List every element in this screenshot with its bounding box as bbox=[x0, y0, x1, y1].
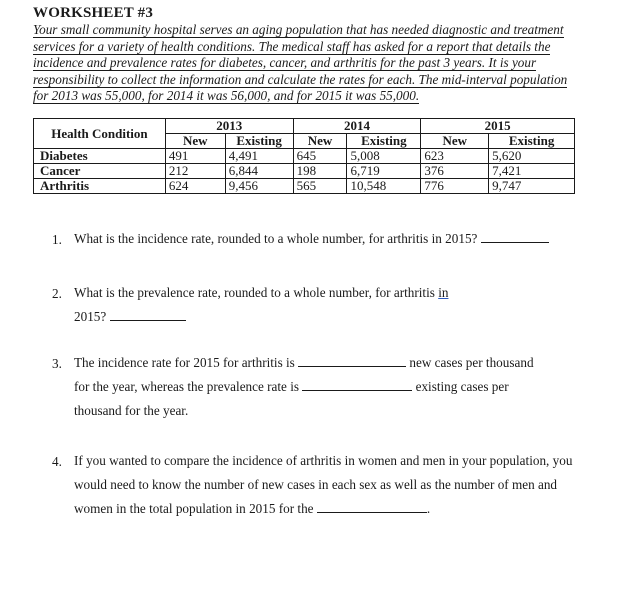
intro-text: Your small community hospital serves an aging population that has needed diagnostic and treatment services for a variety of health conditions. The medical staff has asked for a report that details the incidence and prevalence rates for diabetes, cancer, and arthritis for the past 3 years. It is your responsibility to collect the information and calculate the rates for each. The mid-interval population for 2013 was 55,000, for 2014 it was 56,000, and for 2015 it was 55,000. bbox=[33, 22, 568, 103]
answer-blank-incidence[interactable] bbox=[298, 354, 406, 367]
question-number: 1. bbox=[52, 232, 62, 247]
cell-value: 4,491 bbox=[225, 149, 293, 164]
header-new-2014: New bbox=[293, 134, 347, 149]
header-health-condition: Health Condition bbox=[34, 119, 166, 149]
cell-value: 776 bbox=[421, 179, 489, 194]
cell-value: 7,421 bbox=[489, 164, 575, 179]
cell-value: 212 bbox=[165, 164, 225, 179]
header-existing-2013: Existing bbox=[225, 134, 293, 149]
question-text: What is the prevalence rate, rounded to a whole number, for arthritis bbox=[74, 285, 439, 300]
table-row-arthritis bbox=[34, 179, 575, 194]
question-text: The incidence rate for 2015 for arthritis is bbox=[74, 355, 295, 370]
header-existing-2014: Existing bbox=[347, 134, 421, 149]
answer-blank[interactable] bbox=[481, 230, 549, 243]
cell-value: 623 bbox=[421, 149, 489, 164]
header-new-2015: New bbox=[421, 134, 489, 149]
table-row-cancer bbox=[34, 164, 575, 179]
health-condition-table bbox=[33, 118, 575, 194]
answer-blank[interactable] bbox=[317, 500, 427, 513]
table-row-diabetes bbox=[34, 149, 575, 164]
question-number: 3. bbox=[52, 356, 62, 371]
question-number: 4. bbox=[52, 454, 62, 469]
question-text-link: in bbox=[438, 285, 449, 300]
question-text: If you wanted to compare the incidence of arthritis in women and men in your population, you would need to know the number of new cases in each sex as well as the number of men and women in the total population in 2015 for the bbox=[74, 453, 573, 516]
header-year-2013: 2013 bbox=[165, 119, 293, 134]
cell-condition: Diabetes bbox=[34, 149, 166, 164]
cell-value: 6,719 bbox=[347, 164, 421, 179]
header-new-2013: New bbox=[165, 134, 225, 149]
cell-value: 5,620 bbox=[489, 149, 575, 164]
cell-value: 491 bbox=[165, 149, 225, 164]
question-text: existing cases per bbox=[415, 379, 509, 394]
cell-value: 6,844 bbox=[225, 164, 293, 179]
cell-value: 565 bbox=[293, 179, 347, 194]
cell-condition: Cancer bbox=[34, 164, 166, 179]
cell-value: 198 bbox=[293, 164, 347, 179]
cell-condition: Arthritis bbox=[34, 179, 166, 194]
question-text: thousand for the year. bbox=[74, 403, 189, 418]
cell-value: 645 bbox=[293, 149, 347, 164]
cell-value: 9,747 bbox=[489, 179, 575, 194]
worksheet-intro bbox=[33, 22, 573, 105]
question-text-cont: 2015? bbox=[74, 309, 107, 324]
cell-value: 624 bbox=[165, 179, 225, 194]
header-existing-2015: Existing bbox=[489, 134, 575, 149]
question-text: for the year, whereas the prevalence rate is bbox=[74, 379, 299, 394]
question-number: 2. bbox=[52, 286, 62, 301]
header-year-2015: 2015 bbox=[421, 119, 575, 134]
cell-value: 10,548 bbox=[347, 179, 421, 194]
worksheet-title: WORKSHEET #3 bbox=[33, 5, 154, 21]
answer-blank-prevalence[interactable] bbox=[302, 378, 412, 391]
question-text: What is the incidence rate, rounded to a whole number, for arthritis in 2015? bbox=[74, 231, 478, 246]
cell-value: 376 bbox=[421, 164, 489, 179]
header-year-2014: 2014 bbox=[293, 119, 421, 134]
question-text: new cases per thousand bbox=[409, 355, 534, 370]
question-end-punct: . bbox=[426, 501, 431, 516]
cell-value: 9,456 bbox=[225, 179, 293, 194]
answer-blank[interactable] bbox=[110, 308, 186, 321]
cell-value: 5,008 bbox=[347, 149, 421, 164]
